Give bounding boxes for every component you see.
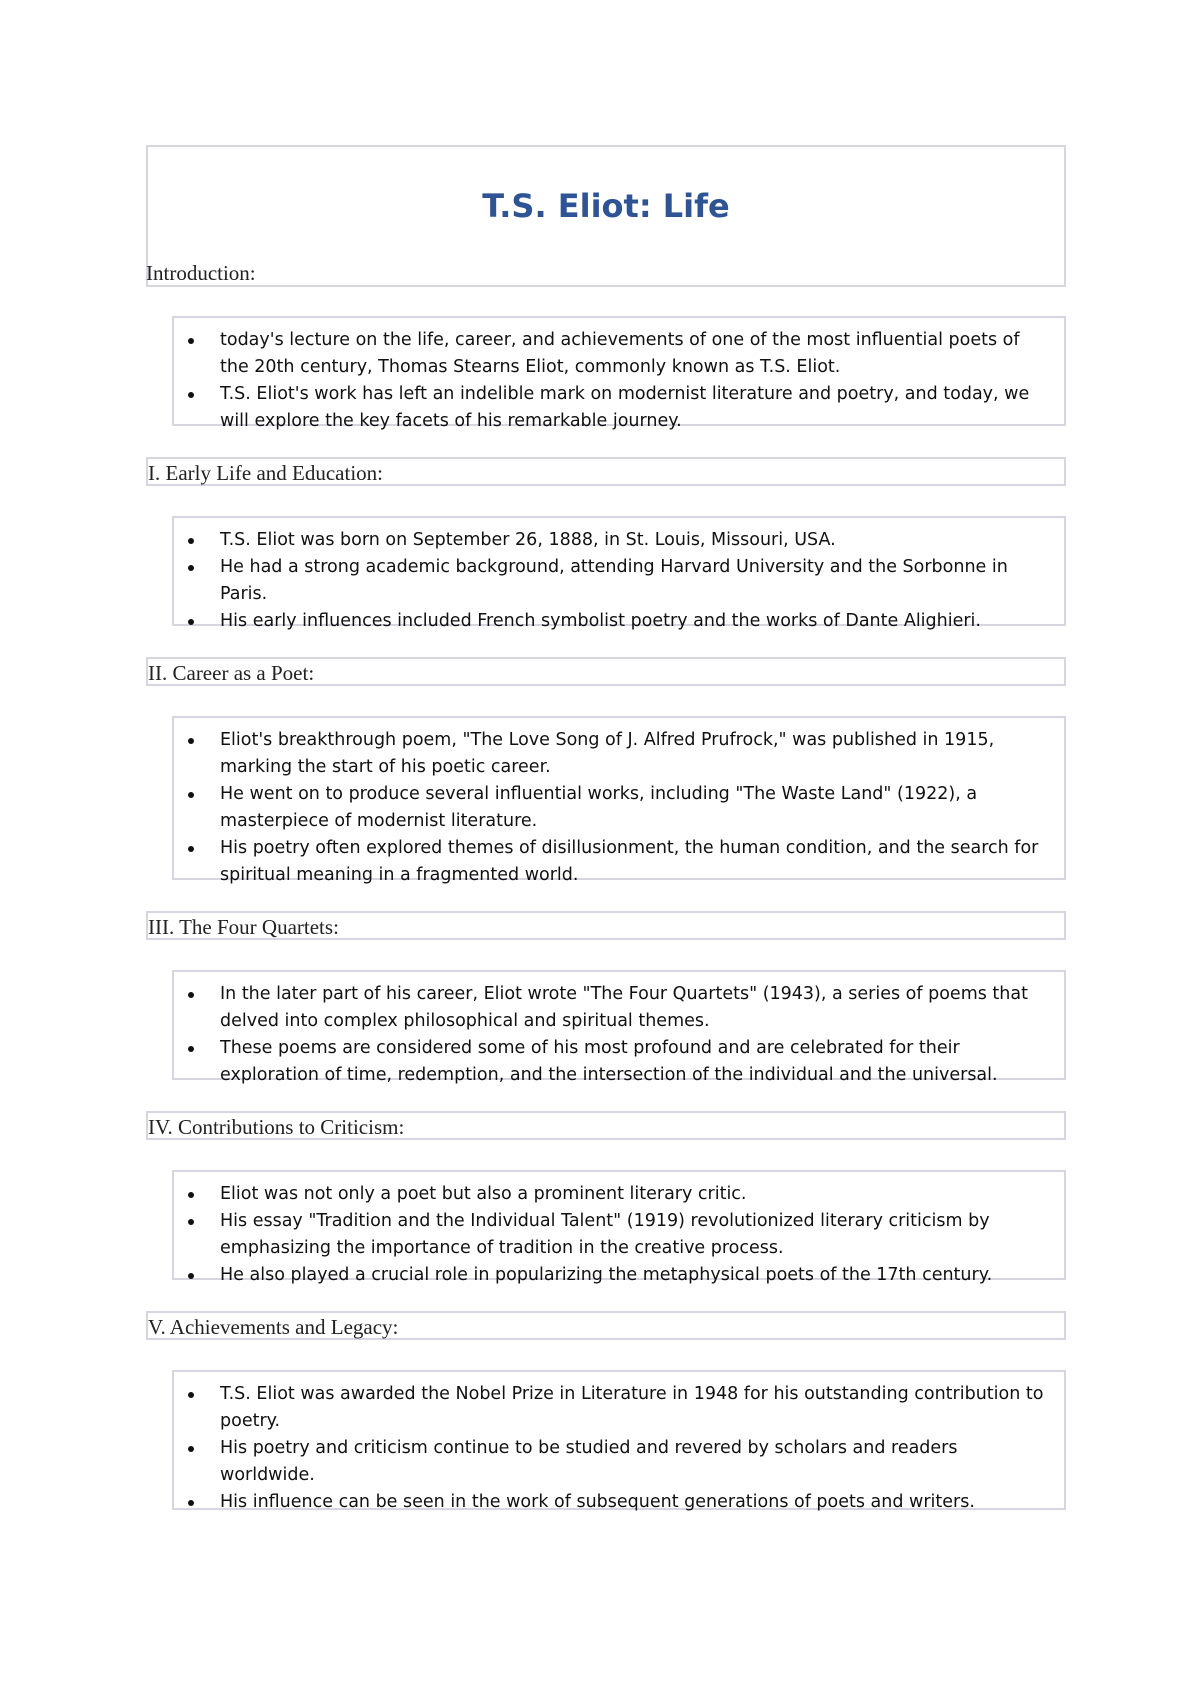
list-item: He also played a crucial role in popularizing the metaphysical poets of the 17th century.	[220, 1262, 1050, 1289]
list-item: T.S. Eliot was born on September 26, 1888, in St. Louis, Missouri, USA.	[220, 527, 1050, 554]
section-heading-four-quartets	[146, 911, 1066, 940]
section-heading-text: III. The Four Quartets:	[148, 915, 339, 939]
list-item: His early influences included French symbolist poetry and the works of Dante Alighieri.	[220, 608, 1050, 635]
early-life-list	[172, 516, 1066, 631]
list-item: today's lecture on the life, career, and achievements of one of the most influential poets of the 20th century, Thomas Stearns Eliot, commonly known as T.S. Eliot.	[220, 327, 1050, 381]
section-heading-text: IV. Contributions to Criticism:	[148, 1115, 405, 1139]
title-block	[146, 145, 1066, 287]
list-item: T.S. Eliot was awarded the Nobel Prize in Literature in 1948 for his outstanding contribution to poetry.	[220, 1381, 1050, 1435]
list-item: His poetry often explored themes of disillusionment, the human condition, and the search for spiritual meaning in a fragmented world.	[220, 835, 1050, 889]
introduction-list	[172, 316, 1066, 431]
section-heading-text: II. Career as a Poet:	[148, 661, 315, 685]
section-heading-career	[146, 657, 1066, 686]
introduction-heading: Introduction:	[146, 261, 256, 285]
list-item: These poems are considered some of his most profound and are celebrated for their exploration of time, redemption, and the intersection of the individual and the universal.	[220, 1035, 1050, 1089]
career-list	[172, 716, 1066, 885]
four-quartets-list	[172, 970, 1066, 1085]
section-heading-legacy	[146, 1311, 1066, 1340]
list-item: His essay "Tradition and the Individual Talent" (1919) revolutionized literary criticism by emphasizing the importance of tradition in the creative process.	[220, 1208, 1050, 1262]
section-heading-text: V. Achievements and Legacy:	[148, 1315, 399, 1339]
section-heading-early-life	[146, 457, 1066, 486]
list-item: His influence can be seen in the work of subsequent generations of poets and writers.	[220, 1489, 1050, 1516]
list-item: Eliot was not only a poet but also a prominent literary critic.	[220, 1181, 1050, 1208]
list-item: He had a strong academic background, attending Harvard University and the Sorbonne in Paris.	[220, 554, 1050, 608]
list-item: He went on to produce several influential works, including "The Waste Land" (1922), a masterpiece of modernist literature.	[220, 781, 1050, 835]
section-heading-text: I. Early Life and Education:	[148, 461, 383, 485]
legacy-list	[172, 1370, 1066, 1510]
list-item: In the later part of his career, Eliot wrote "The Four Quartets" (1943), a series of poems that delved into complex philosophical and spiritual themes.	[220, 981, 1050, 1035]
page-title: T.S. Eliot: Life	[482, 187, 730, 225]
list-item: T.S. Eliot's work has left an indelible mark on modernist literature and poetry, and today, we will explore the key facets of his remarkable journey.	[220, 381, 1050, 435]
list-item: His poetry and criticism continue to be studied and revered by scholars and readers worldwide.	[220, 1435, 1050, 1489]
list-item: Eliot's breakthrough poem, "The Love Song of J. Alfred Prufrock," was published in 1915, marking the start of his poetic career.	[220, 727, 1050, 781]
section-heading-criticism	[146, 1111, 1066, 1140]
criticism-list	[172, 1170, 1066, 1285]
